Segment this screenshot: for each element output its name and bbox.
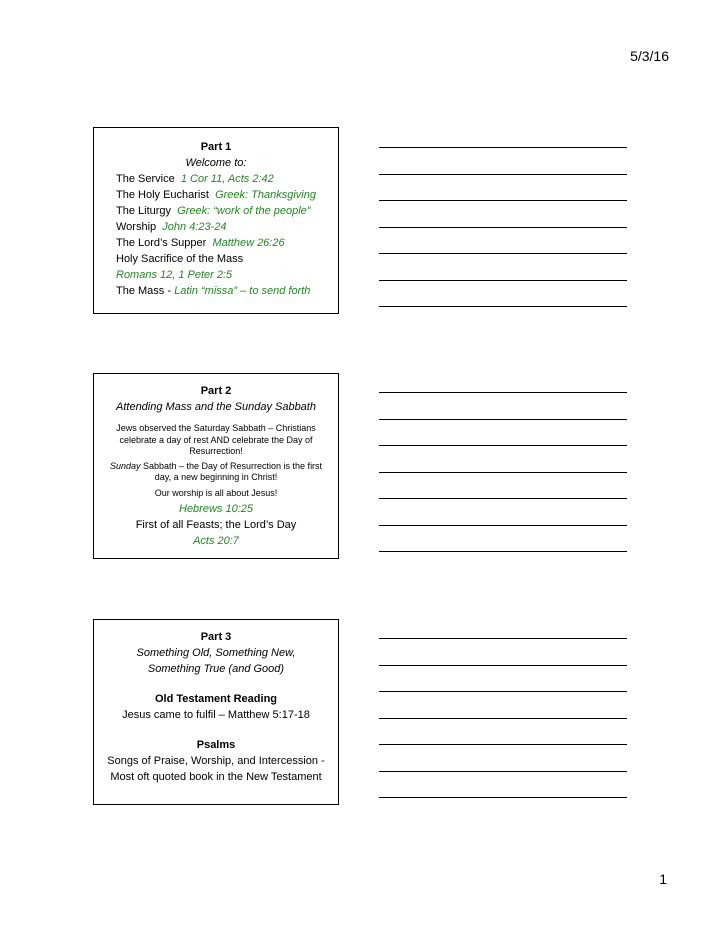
- section-heading: Old Testament Reading: [154, 693, 278, 705]
- slide1-item-4: [116, 235, 338, 251]
- note-line: [379, 691, 627, 692]
- note-line: [379, 174, 627, 175]
- emphasis-text: Sunday: [109, 460, 141, 471]
- slide2-paragraph-3: Our worship is all about Jesus!: [154, 487, 278, 498]
- section-text: Jesus came to fulfil – Matthew 5:17-18: [122, 709, 310, 721]
- note-line: [379, 551, 627, 552]
- note-line: [379, 638, 627, 639]
- item-text: The Lord’s Supper: [116, 237, 207, 249]
- note-line: [379, 419, 627, 420]
- paragraph-text: Sabbath – the Day of Resurrection is the first day, a new beginning in Christ!: [140, 460, 323, 482]
- scripture-ref: Greek: Thanksgiving: [215, 189, 316, 201]
- slide-subtitle: Attending Mass and the Sunday Sabbath: [116, 401, 316, 413]
- note-line: [379, 280, 627, 281]
- note-line: [379, 200, 627, 201]
- slide-subtitle: Something Old, Something New,: [136, 647, 296, 659]
- note-line: [379, 498, 627, 499]
- slide-title: Part 2: [200, 385, 232, 397]
- note-line: [379, 147, 627, 148]
- item-text: Worship: [116, 221, 157, 233]
- slide1-item-7: [116, 283, 338, 299]
- note-line: [379, 472, 627, 473]
- slide-title: Part 1: [200, 141, 232, 153]
- slide-part-1: [93, 127, 339, 314]
- scripture-ref: Acts 20:7: [193, 535, 239, 547]
- item-text: Holy Sacrifice of the Mass: [116, 253, 244, 265]
- slide1-item-1: [116, 187, 338, 203]
- item-text: The Liturgy: [116, 205, 172, 217]
- note-line: [379, 525, 627, 526]
- note-line: [379, 744, 627, 745]
- slide1-item-5: [116, 251, 338, 267]
- slide1-item-3: [116, 219, 338, 235]
- section-text: Songs of Praise, Worship, and Intercession - Most oft quoted book in the New Testament: [107, 755, 325, 783]
- section-heading: Psalms: [196, 739, 236, 751]
- slide-title: Part 3: [200, 631, 232, 643]
- slide2-paragraph-1: Jews observed the Saturday Sabbath – Christians celebrate a day of rest AND celebrate the Day of Resurrection!: [116, 423, 316, 456]
- item-text: The Service: [116, 173, 175, 185]
- item-text: The Holy Eucharist: [116, 189, 209, 201]
- scripture-ref: Matthew 26:26: [212, 237, 285, 249]
- note-line: [379, 306, 627, 307]
- note-line: [379, 392, 627, 393]
- scripture-ref: John 4:23-24: [162, 221, 227, 233]
- scripture-ref: Latin “missa” – to send forth: [174, 285, 311, 297]
- slide-subtitle: Something True (and Good): [147, 663, 285, 675]
- slide-part-3: [93, 619, 339, 805]
- scripture-ref: Romans 12, 1 Peter 2:5: [116, 269, 233, 281]
- slide1-item-6: [116, 267, 338, 283]
- page-number: 1: [659, 871, 667, 887]
- note-line: [379, 227, 627, 228]
- slide-part-2: [93, 373, 339, 559]
- page-date: 5/3/16: [630, 48, 669, 64]
- note-line: [379, 771, 627, 772]
- slide2-line-4: First of all Feasts; the Lord’s Day: [135, 519, 297, 531]
- scripture-ref: Greek: “work of the people”: [177, 205, 311, 217]
- note-line: [379, 665, 627, 666]
- note-line: [379, 445, 627, 446]
- note-line: [379, 718, 627, 719]
- slide1-item-2: [116, 203, 338, 219]
- slide-subtitle: Welcome to:: [185, 157, 247, 169]
- scripture-ref: Hebrews 10:25: [179, 503, 253, 515]
- note-line: [379, 797, 627, 798]
- slide1-item-0: [116, 171, 338, 187]
- note-line: [379, 253, 627, 254]
- slide2-paragraph-2: [94, 461, 338, 484]
- item-text: The Mass -: [116, 285, 172, 297]
- scripture-ref: 1 Cor 11, Acts 2:42: [180, 173, 274, 185]
